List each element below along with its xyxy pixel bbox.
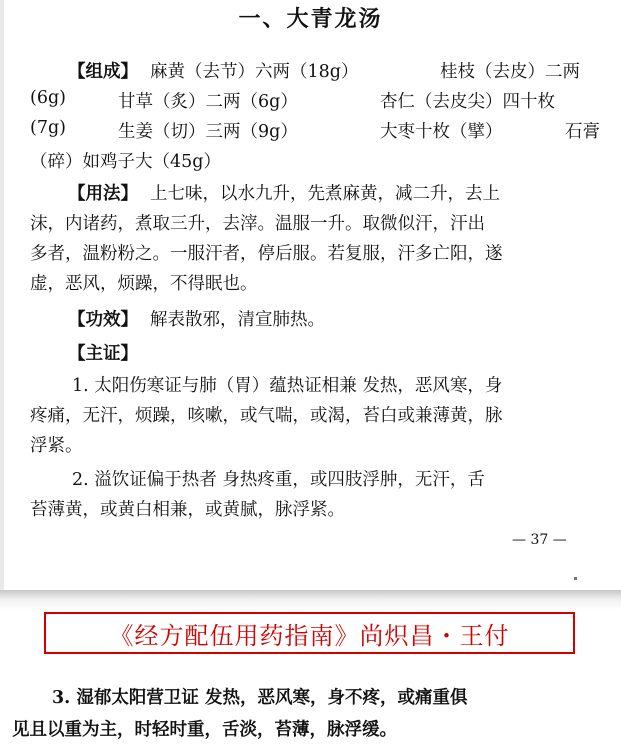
page-edge-shadow	[0, 0, 4, 590]
book-page-lower: 3. 湿郁太阳营卫证 发热，恶风寒，身不疼，或痛重俱 见且以重为主，时轻时重，舌淡，苔薄，脉浮缓。	[0, 660, 621, 747]
indication-label: 【主证】	[68, 344, 138, 364]
composition-label: 【组成】	[68, 62, 138, 82]
book-page-upper: 一、大青龙汤 【组成】 麻黄（去节）六两（18g） 桂枝（去皮）二两 (6g) 甘草（炙）二两（6g） 杏仁（去皮尖）四十枚 (7g) 生姜（切）三两（9g） 大枣十枚（擘） 石膏 （碎）如鸡子大（45g） 【用法】 上七味，以水九升，先煮麻黄，减二升，去上 沫，内诸药，煮取三升，去滓。温服一升。取微似汗，汗出 多者，温粉粉之。一服汗者，停后服。若复服，汗多亡阳，遂 虚，恶风，烦躁，不得眠也。 【功效】 解表散邪，清宣肺热。 【主证】 1. 太阳伤寒证与肺（胃）蕴热证相兼 发热，恶风寒，身 疼痛，无汗，烦躁，咳嗽，或气喘，或渴，苔白或兼薄黄，脉 浮紧。 2. 溢饮证偏于热者 身热疼重，或四肢浮肿，无汗，舌 苔薄黄，或黄白相兼，或黄腻，脉浮紧。 — 37 —	[0, 0, 621, 590]
page-separator	[0, 590, 621, 610]
effect-label: 【功效】	[68, 310, 138, 330]
scan-speck	[574, 577, 577, 580]
book-title-banner: 《经方配伍用药指南》尚炽昌・王付	[44, 612, 575, 654]
usage-label: 【用法】	[68, 184, 138, 204]
page-number: — 37 —	[512, 532, 567, 548]
page-title: 一、大青龙汤	[238, 6, 383, 32]
